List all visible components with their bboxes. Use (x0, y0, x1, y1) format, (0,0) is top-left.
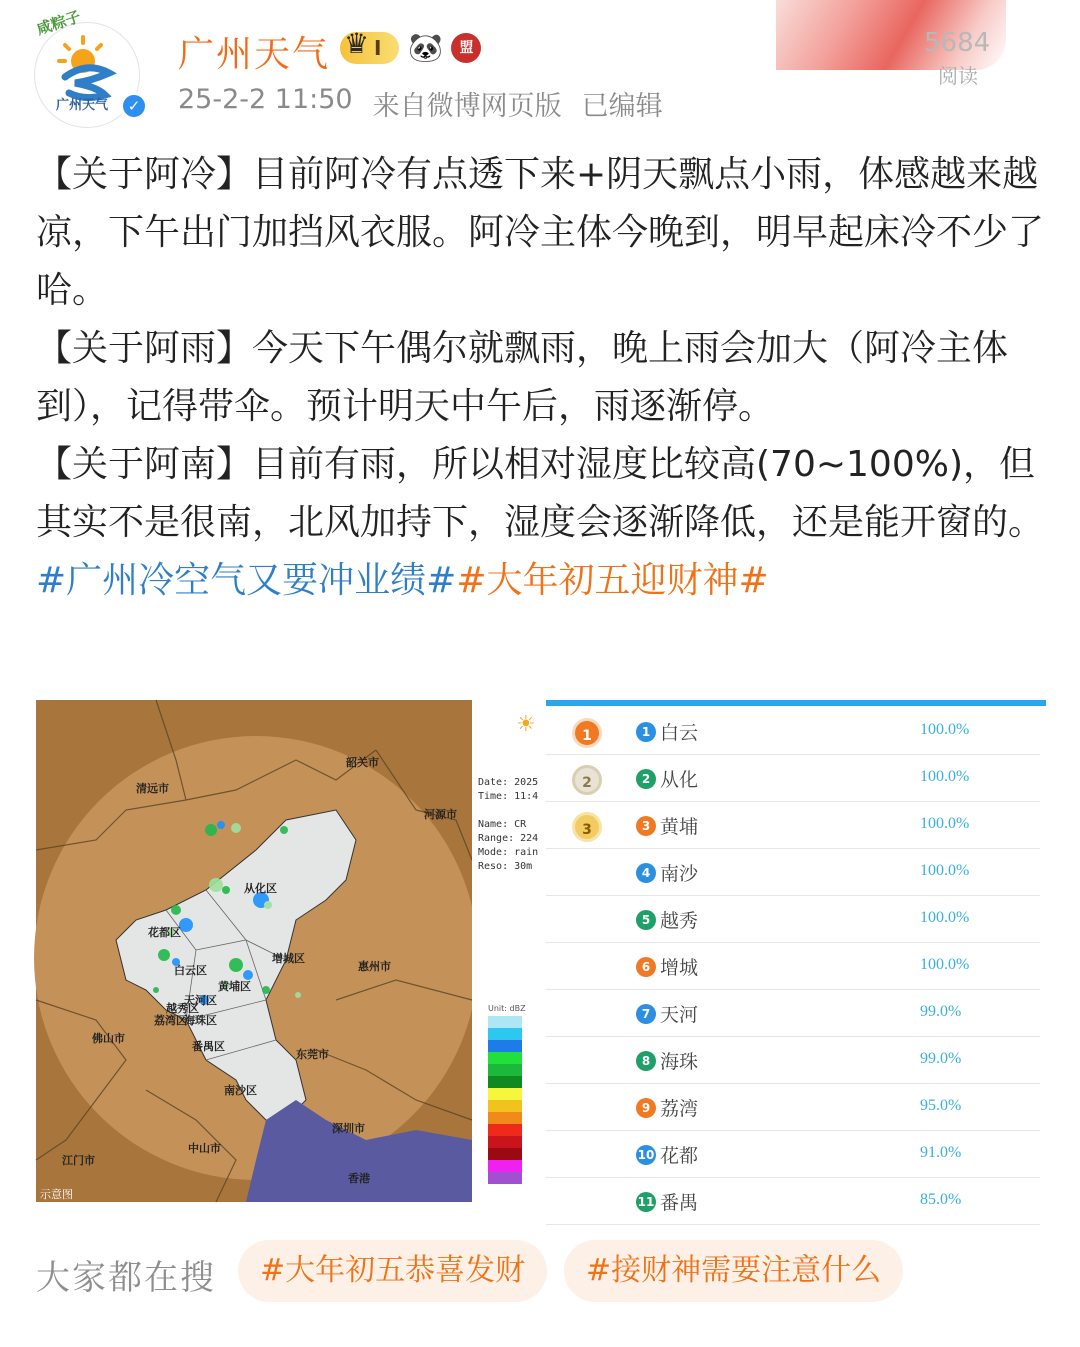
rank-humidity-value: 100.0% (920, 815, 970, 832)
rank-number: 1 (636, 722, 656, 742)
place-label: 中山市 (188, 1142, 221, 1155)
trending-search (36, 1240, 1046, 1304)
radar-unit-label: Unit: dBZ (488, 1004, 526, 1013)
rank-district: 番禺 (660, 1192, 699, 1214)
ranking-row (546, 802, 1040, 849)
ranking-row (546, 1084, 1040, 1131)
rank-district: 越秀 (660, 910, 699, 932)
radar-place-labels (36, 700, 472, 1202)
humidity-ranking-image[interactable] (546, 700, 1046, 1214)
ranking-row (546, 1037, 1040, 1084)
post-content (36, 146, 1046, 610)
hashtag-cold-air[interactable]: #广州冷空气又要冲业绩# (36, 560, 457, 601)
rank-number: 2 (636, 769, 656, 789)
user-badges (340, 28, 481, 68)
rank-medal-icon: 1 (572, 718, 602, 748)
rank-humidity-value: 95.0% (920, 1097, 962, 1114)
rank-humidity-value: 100.0% (920, 956, 970, 973)
rank-district: 天河 (660, 1004, 699, 1026)
post-date: 25-2-2 11:50 (178, 84, 353, 115)
post-images (36, 700, 1046, 1214)
radar-footer: 示意图 (40, 1188, 73, 1201)
weather-logo-small-icon: ☀ (516, 712, 536, 737)
rank-humidity-value: 100.0% (920, 721, 970, 738)
post-meta (178, 84, 663, 123)
place-label: 荔湾区 (154, 1014, 187, 1027)
rank-humidity-value: 99.0% (920, 1003, 962, 1020)
reads-label: 阅读 (938, 64, 978, 88)
rank-number: 5 (636, 910, 656, 930)
rank-number: 7 (636, 1004, 656, 1024)
place-label: 江门市 (62, 1154, 95, 1167)
rank-district: 白云 (660, 722, 699, 744)
paragraph-rain: 【关于阿雨】今天下午偶尔就飘雨，晚上雨会加大（阿冷主体到），记得带伞。预计明天中午后，雨逐渐停。 (36, 328, 1009, 427)
rank-number: 11 (636, 1192, 656, 1212)
radar-meta: Date: 2025 Time: 11:4 Name: CR Range: 224 Mode: rain Reso: 30m (478, 777, 539, 872)
ranking-row (546, 1131, 1040, 1178)
post-source[interactable]: 来自微博网页版 (372, 91, 562, 122)
place-label: 天河区 (184, 994, 217, 1007)
radar-color-legend (488, 1016, 522, 1196)
rank-humidity-value: 99.0% (920, 1050, 962, 1067)
rank-number: 9 (636, 1098, 656, 1118)
rank-number: 10 (636, 1145, 656, 1165)
ranking-row (546, 943, 1040, 990)
place-label: 东莞市 (296, 1048, 329, 1061)
place-label: 河源市 (424, 808, 457, 821)
place-label: 海珠区 (184, 1014, 217, 1027)
rank-number: 3 (636, 816, 656, 836)
vip-crown-icon[interactable]: ♛ I (340, 32, 399, 64)
avatar-tag: 咸粽子 (34, 7, 83, 39)
rank-district: 南沙 (660, 863, 699, 885)
place-label: 清远市 (136, 782, 169, 795)
avatar-label: 广州天气 (56, 98, 109, 113)
trending-label: 大家都在搜 (36, 1258, 216, 1298)
rank-humidity-value: 100.0% (920, 909, 970, 926)
rank-district: 花都 (660, 1145, 699, 1167)
user-name[interactable]: 广州天气 (178, 34, 331, 75)
rank-district: 增城 (660, 957, 699, 979)
place-label: 从化区 (244, 882, 277, 895)
rank-number: 4 (636, 863, 656, 883)
hashtag-fortune-god[interactable]: #大年初五迎财神# (456, 560, 769, 601)
ranking-row (546, 990, 1040, 1037)
ranking-row (546, 896, 1040, 943)
trending-chip-2[interactable]: #接财神需要注意什么 (564, 1240, 903, 1302)
paragraph-cold: 【关于阿冷】目前阿冷有点透下来+阴天飘点小雨，体感越来越凉，下午出门加挡风衣服。阿冷主体今晚到，明早起床冷不少了哈。 (36, 154, 1045, 311)
rank-district: 黄埔 (660, 816, 699, 838)
panda-icon[interactable]: 🐼 (408, 31, 443, 64)
avatar[interactable] (34, 7, 146, 122)
ranking-row (546, 708, 1040, 755)
rank-district: 海珠 (660, 1051, 699, 1073)
place-label: 越秀区 (166, 1002, 199, 1015)
rank-district: 从化 (660, 769, 699, 791)
place-label: 香港 (348, 1172, 370, 1185)
place-label: 韶关市 (346, 756, 379, 769)
place-label: 佛山市 (92, 1032, 125, 1045)
rank-number: 8 (636, 1051, 656, 1071)
rank-medal-icon: 3 (572, 812, 602, 842)
rank-district: 荔湾 (660, 1098, 699, 1120)
paragraph-humidity: 【关于阿南】目前有雨，所以相对湿度比较高(70~100%)，但其实不是很南，北风加持下，湿度会逐渐降低，还是能开窗的。 (36, 444, 1045, 543)
post-edited[interactable]: 已编辑 (581, 91, 663, 122)
medal-icon[interactable]: 盟 (451, 33, 481, 63)
rank-humidity-value: 85.0% (920, 1191, 962, 1208)
rank-humidity-value: 100.0% (920, 768, 970, 785)
rank-humidity-value: 91.0% (920, 1144, 962, 1161)
place-label: 南沙区 (224, 1084, 257, 1097)
rank-medal-icon: 2 (572, 765, 602, 795)
ranking-row (546, 1178, 1040, 1225)
place-label: 白云区 (174, 964, 207, 977)
post-header (0, 0, 1080, 130)
hashtag-line (36, 552, 1046, 610)
place-label: 惠州市 (358, 960, 391, 973)
place-label: 深圳市 (332, 1122, 365, 1135)
ranking-row (546, 849, 1040, 896)
trending-chip-1[interactable]: #大年初五恭喜发财 (238, 1240, 547, 1302)
verified-icon: ✓ (120, 92, 148, 120)
reads-count: 5684 (924, 28, 991, 58)
radar-image[interactable] (36, 700, 539, 1202)
place-label: 番禺区 (192, 1040, 225, 1053)
rank-humidity-value: 100.0% (920, 862, 970, 879)
radar-map (36, 700, 472, 1202)
ranking-row (546, 755, 1040, 802)
place-label: 增城区 (272, 952, 305, 965)
rank-number: 6 (636, 957, 656, 977)
place-label: 黄埔区 (218, 980, 251, 993)
place-label: 花都区 (148, 926, 181, 939)
